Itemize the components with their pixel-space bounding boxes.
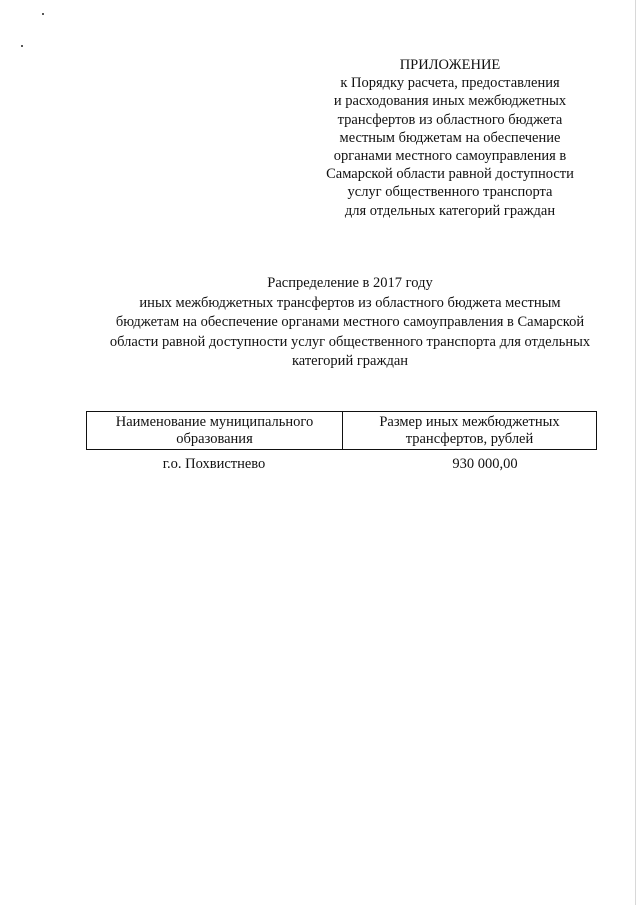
appendix-line: Самарской области равной доступности <box>326 166 574 183</box>
document-heading <box>80 274 620 372</box>
distribution-table <box>86 411 597 474</box>
appendix-line: к Порядку расчета, предоставления <box>340 75 560 92</box>
amount-cell: 930 000,00 <box>452 456 518 472</box>
heading-line: Распределение в 2017 году <box>267 275 433 291</box>
municipality-cell: г.о. Похвистнево <box>162 456 266 472</box>
table-row <box>87 450 597 475</box>
column-header-municipality <box>87 412 343 450</box>
header-text: образования <box>176 431 253 447</box>
heading-line: области равной доступности услуг общественного транспорта для отдельных <box>109 333 591 350</box>
appendix-block <box>300 56 600 220</box>
table-header-row <box>87 412 597 450</box>
appendix-line: местным бюджетам на обеспечение <box>339 129 561 146</box>
heading-line: категорий граждан <box>291 353 409 369</box>
page-edge-line <box>635 0 636 905</box>
header-text: трансфертов, рублей <box>405 431 534 447</box>
appendix-line: и расходования иных межбюджетных <box>333 93 567 110</box>
scan-speck <box>21 45 23 47</box>
column-header-amount <box>343 412 597 450</box>
appendix-line: органами местного самоуправления в <box>333 148 567 165</box>
header-text: Наименование муниципального <box>115 414 314 430</box>
appendix-line: услуг общественного транспорта <box>347 184 553 201</box>
header-text: Размер иных межбюджетных <box>379 414 560 430</box>
heading-line: иных межбюджетных трансфертов из областного бюджета местным <box>139 294 561 311</box>
heading-line: бюджетам на обеспечение органами местного самоуправления в Самарской <box>115 314 585 330</box>
scan-speck <box>42 13 44 15</box>
appendix-line: для отдельных категорий граждан <box>344 202 556 219</box>
appendix-line: трансфертов из областного бюджета <box>337 111 563 128</box>
appendix-title: ПРИЛОЖЕНИЕ <box>399 57 501 73</box>
